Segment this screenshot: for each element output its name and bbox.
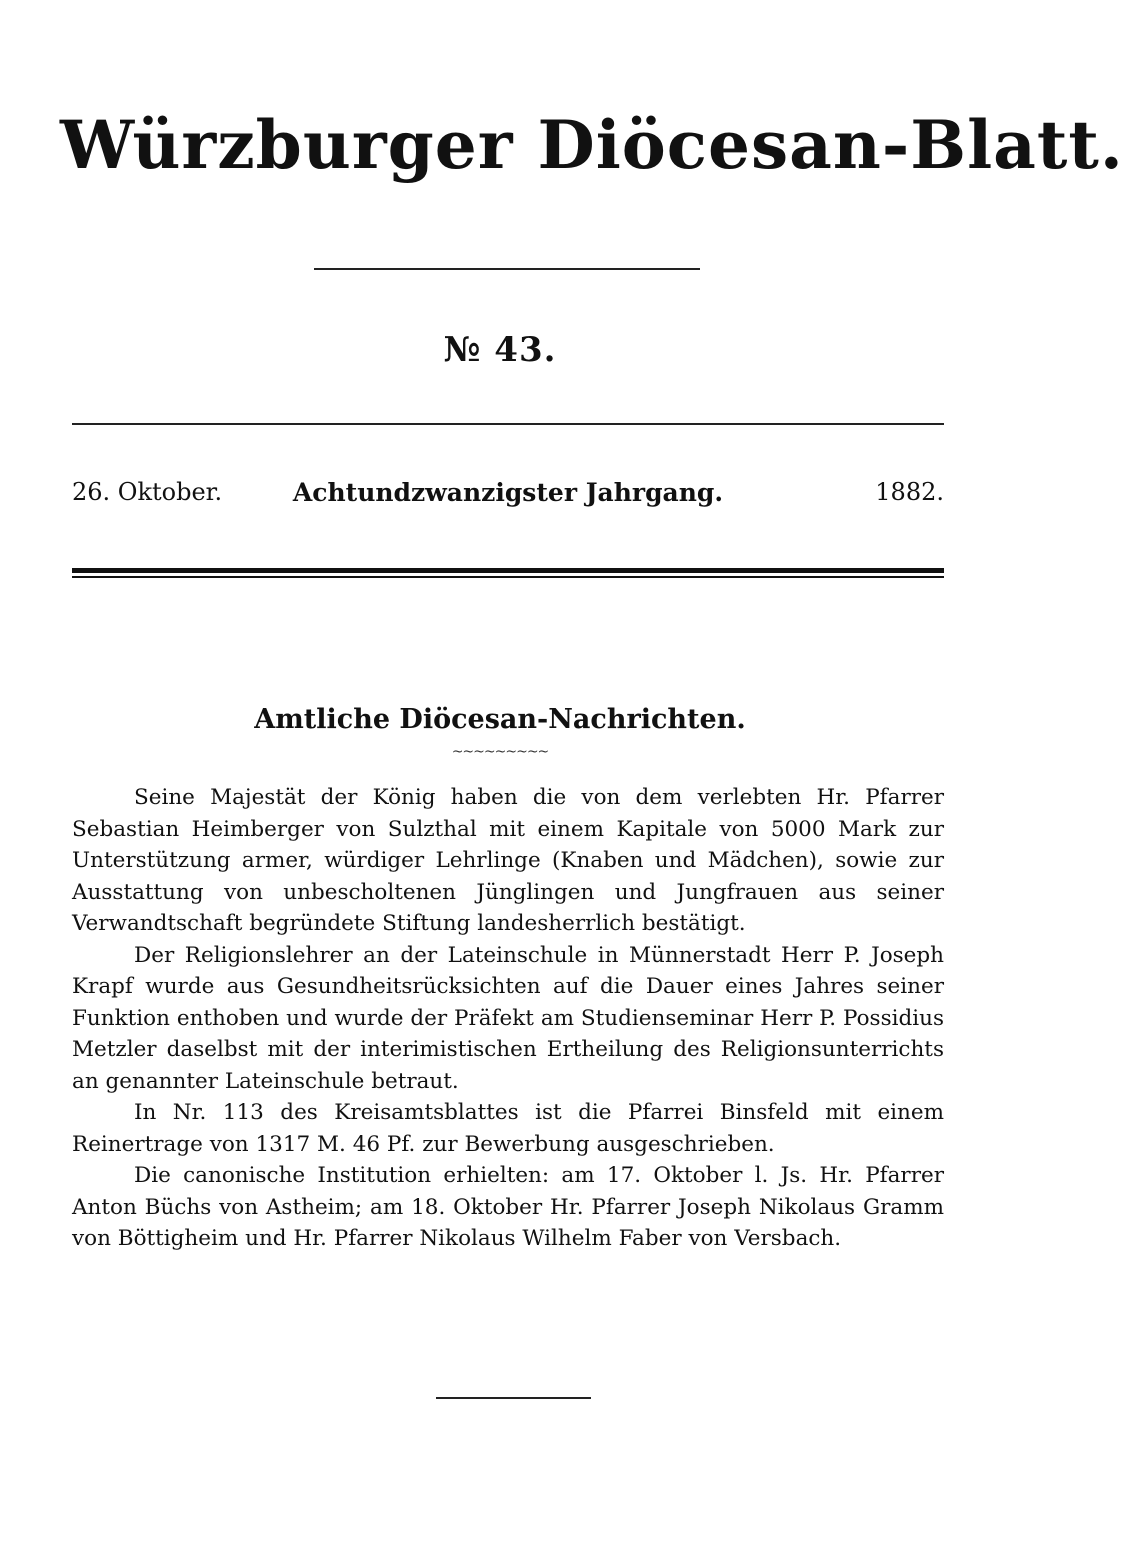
section-heading: Amtliche Diöcesan-Nachrichten. (254, 704, 746, 735)
ornament-divider: ~~~~~~~~~ (451, 744, 549, 760)
paragraph: Die canonische Institution erhielten: am 17. Oktober l. Js. Hr. Pfarrer Anton Büchs von Astheim; am 18. Oktober Hr. Pfarrer Joseph Nikolaus Gramm von Böttigheim und Hr. Pfarrer Nikolaus Wilhelm Faber von Versbach. (72, 1163, 944, 1251)
paragraph: Seine Majestät der König haben die von dem verlebten Hr. Pfarrer Sebastian Heimberger von Sulzthal mit einem Kapitale von 5000 Mark zur Unterstützung armer, würdiger Lehrlinge (Knaben und Mädchen), sowie zur Ausstattung von unbescholtenen Jünglingen und Jungfrauen aus seiner Verwandtschaft begründete Stiftung landesherrlich bestätigt. (72, 785, 944, 936)
paragraph: Der Religionslehrer an der Lateinschule in Münnerstadt Herr P. Joseph Krapf wurde aus Gesundheitsrücksichten auf die Dauer eines Jahres seiner Funktion enthoben und wurde der Präfekt am Studienseminar Herr P. Possidius Metzler daselbst mit der interimistischen Ertheilung des Religionsunterrichts an genannter Lateinschule betraut. (72, 942, 944, 1094)
divider-rule (314, 268, 700, 270)
issue-number: № 43. (443, 330, 557, 370)
masthead-title: Würzburger Diöcesan-Blatt. (60, 106, 1124, 184)
paragraph: In Nr. 113 des Kreisamtsblattes ist die Pfarrei Binsfeld mit einem Reinertrage von 1317 M. 46 Pf. zur Bewerbung ausgeschrieben. (72, 1100, 944, 1157)
double-divider-rule (72, 568, 944, 578)
issue-year: 1882. (875, 478, 944, 506)
dateline (72, 478, 944, 518)
volume-label: Achtundzwanzigster Jahrgang. (292, 478, 724, 507)
issue-date: 26. Oktober. (72, 478, 223, 506)
divider-rule (72, 423, 944, 425)
article-body (72, 782, 944, 1255)
end-rule (436, 1397, 591, 1399)
